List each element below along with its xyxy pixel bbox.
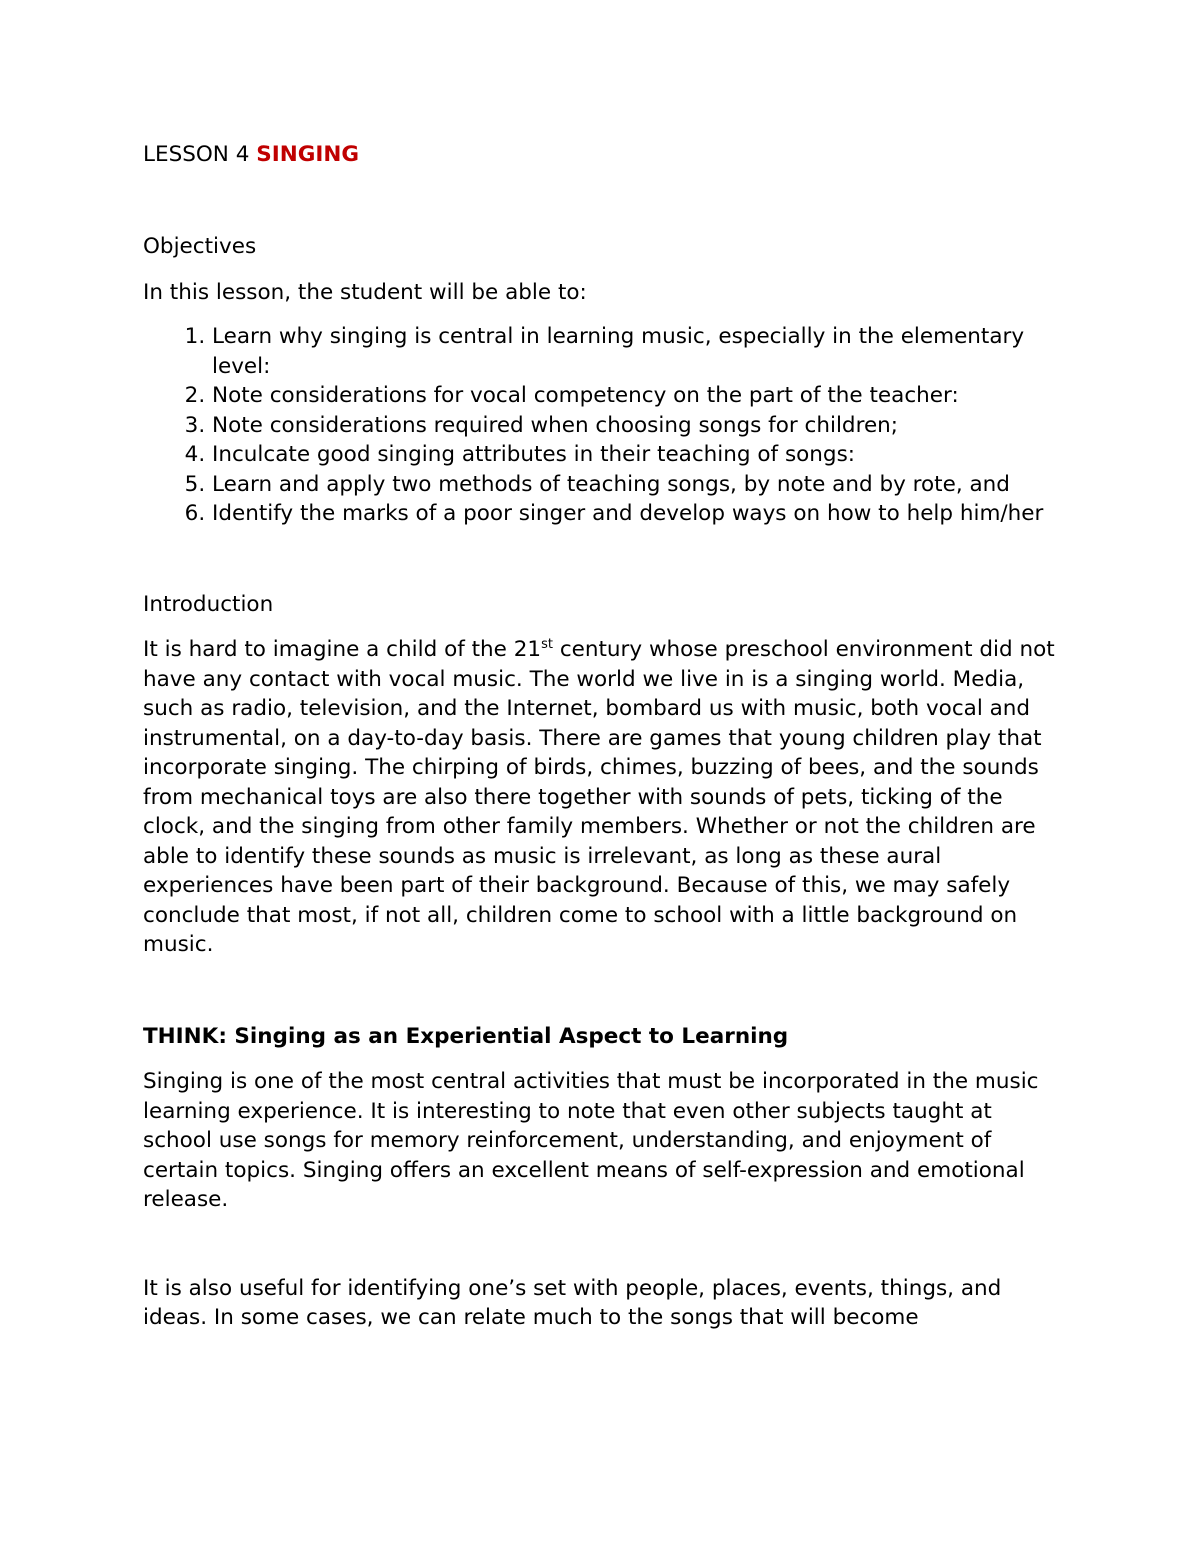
objective-item: 1. Learn why singing is central in learning music, especially in the elementary level: bbox=[212, 322, 1063, 381]
objectives-list bbox=[143, 322, 1063, 529]
objective-item: 5. Learn and apply two methods of teaching songs, by note and by rote, and bbox=[212, 470, 1063, 500]
introduction-heading: Introduction bbox=[143, 591, 274, 617]
lesson-title bbox=[143, 140, 1063, 170]
objectives-heading: Objectives bbox=[143, 234, 257, 259]
objective-item: 2. Note considerations for vocal competency on the part of the teacher: bbox=[212, 381, 1063, 411]
think-heading: THINK: Singing as an Experiential Aspect to Learning bbox=[143, 1023, 789, 1049]
objective-item: 3. Note considerations required when choosing songs for children; bbox=[212, 411, 1063, 441]
document-body bbox=[143, 140, 1063, 1333]
think-paragraph-1: Singing is one of the most central activities that must be incorporated in the music learning experience. It is interesting to note that even other subjects taught at school use songs for memory reinforcement, understanding, and enjoyment of certain topics. Singing offers an excellent means of self-expression and emotional release. bbox=[143, 1069, 1039, 1212]
ordinal-suffix: st bbox=[541, 636, 553, 652]
lesson-title-accent: SINGING bbox=[256, 142, 359, 167]
introduction-paragraph bbox=[143, 635, 1063, 960]
objective-item: 4. Inculcate good singing attributes in their teaching of songs: bbox=[212, 440, 1063, 470]
introduction-text-start: It is hard to imagine a child of the 21 bbox=[143, 637, 542, 662]
objective-item: 6. Identify the marks of a poor singer and develop ways on how to help him/her bbox=[212, 499, 1063, 529]
think-paragraph-2: It is also useful for identifying one’s set with people, places, events, things, and ideas. In some cases, we can relate much to the songs that will become bbox=[143, 1275, 1002, 1330]
objectives-lead: In this lesson, the student will be able to: bbox=[143, 279, 587, 305]
introduction-text-rest: century whose preschool environment did not have any contact with vocal music. The world we live in is a singing world. Media, such as radio, television, and the Internet, bombard us with music, both vocal and instrumental, on a day-to-day basis. There are games that young children play that incorporate singing. The chirping of birds, chimes, buzzing of bees, and the sounds from mechanical toys are also there together with sounds of pets, ticking of the clock, and the singing from other family members. Whether or not the children are able to identify these sounds as music is irrelevant, as long as these aural experiences have been part of their background. Because of this, we may safely conclude that most, if not all, children come to school with a little background on music. bbox=[143, 637, 1055, 957]
lesson-title-prefix: LESSON 4 bbox=[143, 142, 257, 167]
